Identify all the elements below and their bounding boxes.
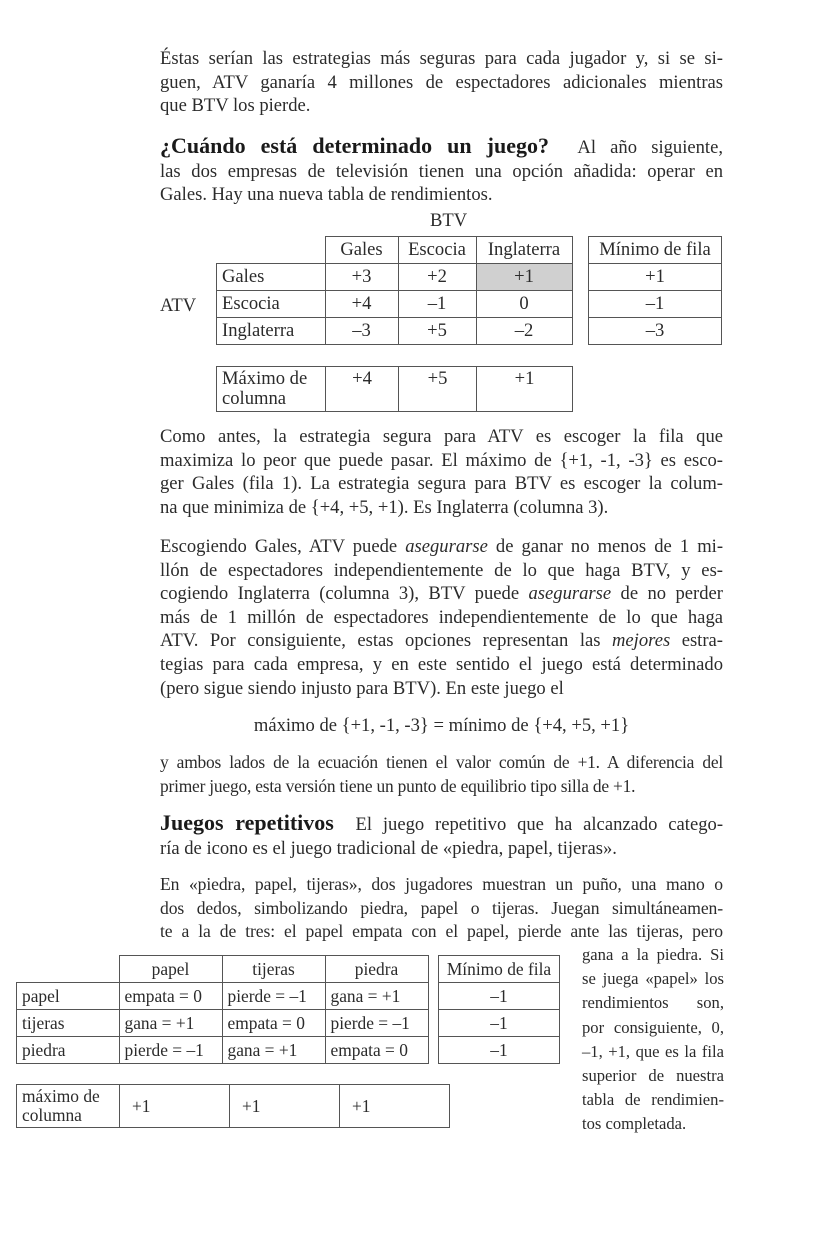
text-line: ger Gales (fila 1). La estrategia segura para BTV es escoger la colum-	[160, 473, 723, 495]
column-player-label: BTV	[430, 210, 468, 231]
text-fragment: ATV. Por consiguiente, estas opciones representan las	[160, 630, 612, 652]
payoff-table-rps	[16, 955, 429, 1064]
column-header: piedra	[325, 956, 428, 983]
row-minimum-table-tv	[588, 236, 722, 345]
text-line: maximiza lo peor que puede pasar. El máximo de {+1, -1, -3} es esco-	[160, 449, 723, 471]
empty-corner	[17, 956, 120, 983]
text-line: rendimientos son,	[582, 993, 724, 1013]
row-player-label: ATV	[160, 295, 197, 316]
payoff-cell: empata = 0	[119, 983, 222, 1010]
payoff-cell: +2	[398, 264, 476, 291]
text-line: te a la de tres: el papel empata con el papel, pierde ante las tijeras, pero	[160, 921, 723, 942]
row-header: Gales	[217, 264, 326, 291]
text-line: se juega «papel» los	[582, 969, 724, 989]
col-max-label	[17, 1085, 120, 1128]
row-header: Escocia	[217, 291, 326, 318]
emphasis: mejores	[612, 630, 671, 652]
text-fragment: cogiendo Inglaterra (columna 3), BTV puede	[160, 583, 529, 605]
column-header: Escocia	[398, 237, 476, 264]
rps-paragraph	[160, 873, 723, 944]
row-min-cell: –1	[439, 1010, 560, 1037]
row-header: tijeras	[17, 1010, 120, 1037]
payoff-cell: pierde = –1	[119, 1037, 222, 1064]
column-header: papel	[119, 956, 222, 983]
text-line: más de 1 millón de espectadores independientemente de lo que haga	[160, 606, 723, 628]
col-max-cell: +1	[477, 367, 573, 412]
text-line	[160, 134, 723, 160]
text-line: primer juego, esta versión tiene un punto de equilibrio tipo silla de +1.	[160, 775, 636, 796]
text-line: tabla de rendimien-	[582, 1090, 724, 1110]
section-determined-game	[160, 134, 723, 207]
table-header-row	[217, 237, 573, 264]
text-line: –1, +1, que es la fila	[582, 1041, 724, 1061]
table-row	[17, 1037, 429, 1064]
col-max-cell: +1	[230, 1085, 340, 1128]
table-row	[17, 1010, 429, 1037]
saddle-point-cell: +1	[476, 264, 572, 291]
text-line: Gales. Hay una nueva tabla de rendimientos.	[160, 184, 493, 206]
text-line: tegias para cada empresa, y en este sentido el juego está determinado	[160, 653, 723, 675]
col-max-cell: +1	[120, 1085, 230, 1128]
text-line: dos dedos, simbolizando piedra, papel o tijeras. Juegan simultáneamen-	[160, 897, 723, 918]
minimax-equation: máximo de {+1, -1, -3} = mínimo de {+4, +5, +1}	[253, 715, 630, 736]
emphasis: asegurarse	[528, 583, 612, 605]
row-min-header: Mínimo de fila	[439, 956, 560, 983]
text-line	[160, 811, 723, 837]
text-fragment: estra-	[670, 630, 723, 652]
table-row	[217, 318, 573, 345]
payoff-cell: –1	[398, 291, 476, 318]
payoff-cell: pierde = –1	[325, 1010, 428, 1037]
column-header: Inglaterra	[476, 237, 572, 264]
best-strategy-paragraph	[160, 535, 723, 700]
payoff-cell: empata = 0	[222, 1010, 325, 1037]
col-max-cell: +1	[340, 1085, 450, 1128]
payoff-cell: gana = +1	[119, 1010, 222, 1037]
text-fragment: Al año siguiente,	[577, 137, 723, 158]
safe-strategy-paragraph	[160, 425, 723, 519]
row-min-cell: –1	[589, 291, 722, 318]
text-line: las dos empresas de televisión tienen una opción añadida: operar en	[160, 160, 723, 182]
table-row	[17, 983, 429, 1010]
table-row	[217, 264, 573, 291]
payoff-cell: 0	[476, 291, 572, 318]
row-min-header: Mínimo de fila	[589, 237, 722, 264]
column-maximum-table-rps	[16, 1084, 450, 1128]
section-heading: ¿Cuándo está determinado un juego?	[160, 133, 549, 158]
payoff-cell: +4	[325, 291, 398, 318]
side-paragraph	[582, 943, 724, 1137]
label-line: columna	[222, 388, 287, 409]
text-line: y ambos lados de la ecuación tienen el valor común de +1. A diferencia del	[160, 752, 723, 772]
payoff-cell: –2	[476, 318, 572, 345]
col-max-cell: +5	[399, 367, 477, 412]
text-fragment: Escogiendo Gales, ATV puede	[160, 536, 406, 557]
text-fragment: de ganar no menos de 1 mi-	[487, 536, 724, 557]
col-max-cell: +4	[326, 367, 399, 412]
text-line: por consiguiente, 0,	[582, 1017, 724, 1037]
row-header: papel	[17, 983, 120, 1010]
payoff-cell: +3	[325, 264, 398, 291]
payoff-cell: gana = +1	[325, 983, 428, 1010]
text-line	[160, 629, 723, 653]
row-header: Inglaterra	[217, 318, 326, 345]
payoff-cell: –3	[325, 318, 398, 345]
payoff-cell: gana = +1	[222, 1037, 325, 1064]
payoff-cell: pierde = –1	[222, 983, 325, 1010]
payoff-cell: +5	[398, 318, 476, 345]
text-line: Como antes, la estrategia segura para ATV es escoger la fila que	[160, 426, 723, 447]
text-line: superior de nuestra	[582, 1066, 724, 1086]
text-line: ría de icono es el juego tradicional de «piedra, papel, tijeras».	[160, 837, 617, 859]
text-fragment: El juego repetitivo que ha alcanzado catego-	[355, 814, 724, 835]
label-line: Máximo de	[222, 368, 308, 389]
payoff-table-tv	[216, 236, 573, 345]
row-min-cell: –1	[439, 1037, 560, 1064]
row-min-cell: +1	[589, 264, 722, 291]
intro-paragraph	[160, 47, 723, 118]
text-line: na que minimiza de {+4, +5, +1). Es Inglaterra (columna 3).	[160, 496, 609, 518]
payoff-cell: empata = 0	[325, 1037, 428, 1064]
text-line	[160, 535, 723, 559]
section-repeated-games	[160, 811, 723, 860]
saddle-point-paragraph	[160, 751, 723, 798]
text-line: tos completada.	[582, 1114, 687, 1134]
column-maximum-table-tv	[216, 366, 573, 412]
text-line: gana a la piedra. Si	[582, 945, 724, 964]
table-header-row	[17, 956, 429, 983]
column-header: tijeras	[222, 956, 325, 983]
emphasis: asegurarse	[405, 536, 488, 557]
row-min-cell: –1	[439, 983, 560, 1010]
text-line	[160, 582, 723, 606]
text-line: En «piedra, papel, tijeras», dos jugadores muestran un puño, una mano o	[160, 874, 723, 894]
section-heading: Juegos repetitivos	[160, 810, 334, 835]
row-header: piedra	[17, 1037, 120, 1064]
empty-corner	[217, 237, 326, 264]
label-line: máximo de	[22, 1086, 100, 1106]
text-line: Éstas serían las estrategias más seguras para cada jugador y, si se si-	[160, 48, 723, 69]
label-line: columna	[22, 1105, 82, 1125]
row-minimum-table-rps	[438, 955, 560, 1064]
text-line: llón de espectadores independientemente de lo que haga BTV, y es-	[160, 559, 723, 581]
text-fragment: de no perder	[611, 583, 723, 605]
text-line: (pero sigue siendo injusto para BTV). En este juego el	[160, 677, 564, 699]
column-header: Gales	[325, 237, 398, 264]
text-line: guen, ATV ganaría 4 millones de espectadores adicionales mientras	[160, 71, 723, 93]
row-min-cell: –3	[589, 318, 722, 345]
table-row	[217, 291, 573, 318]
text-line: que BTV los pierde.	[160, 95, 311, 117]
col-max-label	[217, 367, 326, 412]
